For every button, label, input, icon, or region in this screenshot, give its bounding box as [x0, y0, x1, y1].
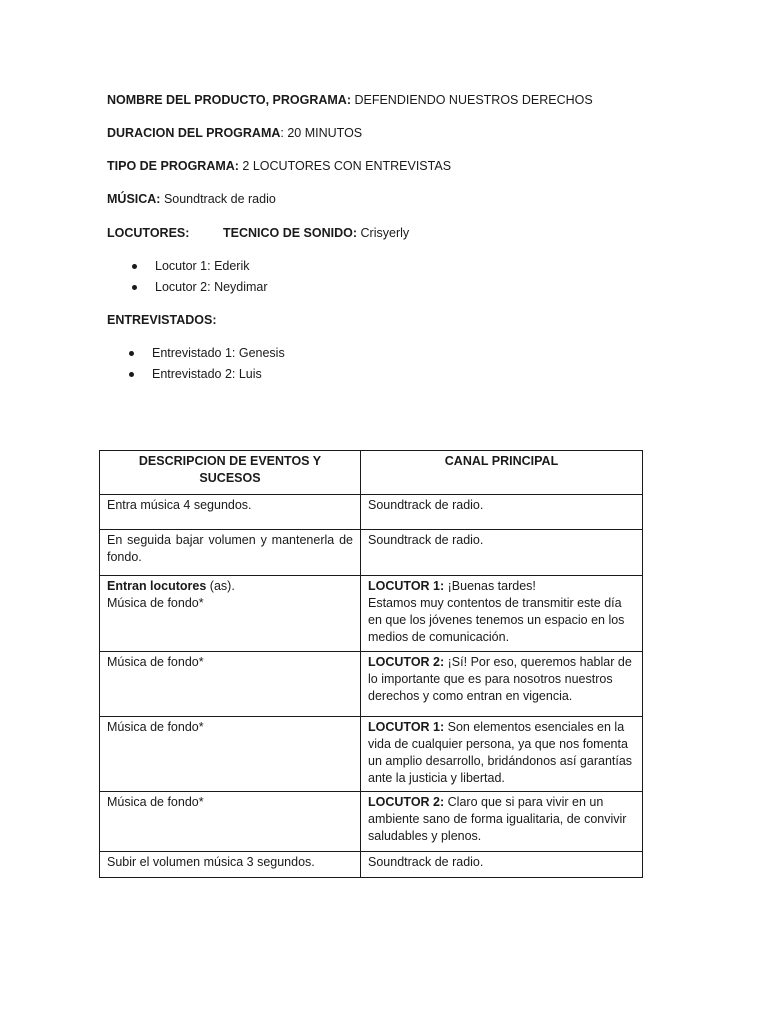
speaker-label: LOCUTOR 1: [368, 579, 445, 593]
tecnico-label: TECNICO DE SONIDO: [223, 226, 358, 240]
entrevistados-label: ENTREVISTADOS: [107, 313, 217, 327]
table-row [100, 717, 643, 792]
table-cell: Música de fondo* [100, 652, 361, 717]
speaker-label: LOCUTOR 1: [368, 720, 445, 734]
list-item [129, 364, 285, 385]
tipo-value: 2 LOCUTORES CON ENTREVISTAS [238, 159, 452, 173]
bullet-icon [132, 285, 137, 290]
line-tecnico [223, 225, 409, 241]
line-locutores [107, 225, 189, 241]
table-row [100, 495, 643, 530]
locutor-2: Locutor 2: Neydimar [155, 279, 268, 294]
table-header-row [100, 451, 643, 495]
bullet-icon [129, 372, 134, 377]
table-cell: Soundtrack de radio. [361, 495, 643, 530]
musica-value: Soundtrack de radio [160, 192, 276, 206]
table-row [100, 652, 643, 717]
locutores-list [132, 256, 268, 297]
line-tipo [107, 158, 451, 174]
list-item [132, 277, 268, 298]
line-entrevistados [107, 312, 217, 328]
table-cell: Soundtrack de radio. [361, 530, 643, 576]
line-duracion [107, 125, 362, 141]
table-row [100, 530, 643, 576]
cell-text: Son elementos esenciales en la vida de cualquier persona, ya que nos fomenta un amplio desarrollo, bridándonos así garantías ante la justicia y libertad. [368, 720, 633, 785]
speaker-label: LOCUTOR 2: [368, 795, 445, 809]
producto-label: NOMBRE DEL PRODUCTO, PROGRAMA: [107, 93, 351, 107]
table-cell: Música de fondo* [100, 717, 361, 792]
cell-text: Estamos muy contentos de transmitir este día en que los jóvenes tenemos un espacio en los medios de comunicación. [368, 596, 625, 644]
speaker-label: LOCUTOR 2: [368, 655, 445, 669]
duracion-value: : 20 MINUTOS [280, 126, 363, 140]
cell-text: (as). [206, 579, 235, 593]
locutor-1: Locutor 1: Ederik [155, 259, 250, 273]
cell-bold-text: Entran locutores [107, 579, 207, 593]
cell-text: Música de fondo* [107, 596, 204, 610]
table-cell [361, 792, 643, 852]
table-row [100, 852, 643, 878]
cell-text: ¡Buenas tardes! [444, 579, 536, 593]
table-cell [361, 717, 643, 792]
musica-label: MÚSICA: [107, 192, 161, 206]
column-header: DESCRIPCION DE EVENTOS Y SUCESOS [100, 451, 361, 495]
producto-value: DEFENDIENDO NUESTROS DERECHOS [351, 93, 593, 107]
list-item [132, 256, 268, 277]
entrevistados-list [129, 343, 285, 384]
script-table [99, 450, 643, 878]
tipo-label: TIPO DE PROGRAMA: [107, 159, 239, 173]
table-cell: Entra música 4 segundos. [100, 495, 361, 530]
table-cell: Subir el volumen música 3 segundos. [100, 852, 361, 878]
bullet-icon [132, 264, 137, 269]
tecnico-value: Crisyerly [357, 226, 410, 240]
entrevistado-2: Entrevistado 2: Luis [152, 366, 262, 381]
cell-text: Claro que si para vivir en un ambiente sano de forma igualitaria, de convivir saludables y plenos. [368, 795, 627, 843]
table-cell [361, 576, 643, 652]
list-item [129, 343, 285, 364]
table-row [100, 792, 643, 852]
table-cell: En seguida bajar volumen y mantenerla de fondo. [100, 530, 361, 576]
line-musica [107, 191, 276, 207]
entrevistado-1: Entrevistado 1: Genesis [152, 346, 285, 360]
bullet-icon [129, 351, 134, 356]
table-cell: Música de fondo* [100, 792, 361, 852]
locutores-label: LOCUTORES: [107, 226, 190, 240]
table-cell [361, 652, 643, 717]
cell-text: ¡Sí! Por eso, queremos hablar de lo importante que es para nosotros nuestros derechos y como entran en vigencia. [368, 655, 632, 703]
column-header: CANAL PRINCIPAL [361, 451, 643, 495]
duracion-label: DURACION DEL PROGRAMA [107, 126, 281, 140]
table-cell [100, 576, 361, 652]
table-cell: Soundtrack de radio. [361, 852, 643, 878]
line-producto [107, 92, 593, 108]
table-row [100, 576, 643, 652]
